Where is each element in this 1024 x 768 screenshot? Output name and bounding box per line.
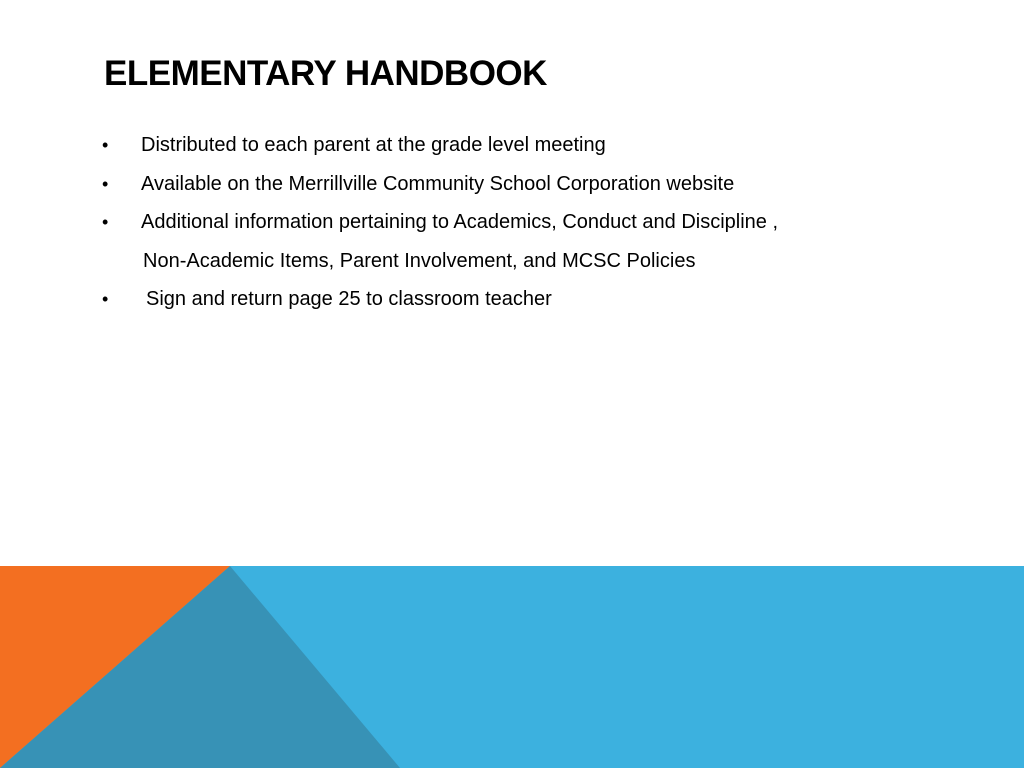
bullet-dot-icon: • <box>102 212 109 233</box>
bullet-item <box>102 280 922 319</box>
bullet-list <box>102 126 922 319</box>
bullet-text: Additional information pertaining to Academics, Conduct and Discipline , <box>141 211 779 234</box>
bullet-continuation <box>102 242 922 281</box>
bullet-text: Sign and return page 25 to classroom teacher <box>146 288 552 311</box>
bullet-text: Available on the Merrillville Community School Corporation website <box>141 172 735 195</box>
bullet-dot-icon: • <box>102 289 109 310</box>
bullet-text: Distributed to each parent at the grade level meeting <box>141 134 606 156</box>
slide-title: ELEMENTARY HANDBOOK <box>104 54 547 93</box>
bullet-dot-icon: • <box>102 173 109 194</box>
bullet-dot-icon: • <box>102 135 109 155</box>
bullet-item <box>102 165 922 204</box>
bullet-item <box>102 126 922 165</box>
bullet-item <box>102 203 922 242</box>
decorative-banner <box>0 566 1024 768</box>
bullet-text: Non-Academic Items, Parent Involvement, and MCSC Policies <box>143 249 696 272</box>
